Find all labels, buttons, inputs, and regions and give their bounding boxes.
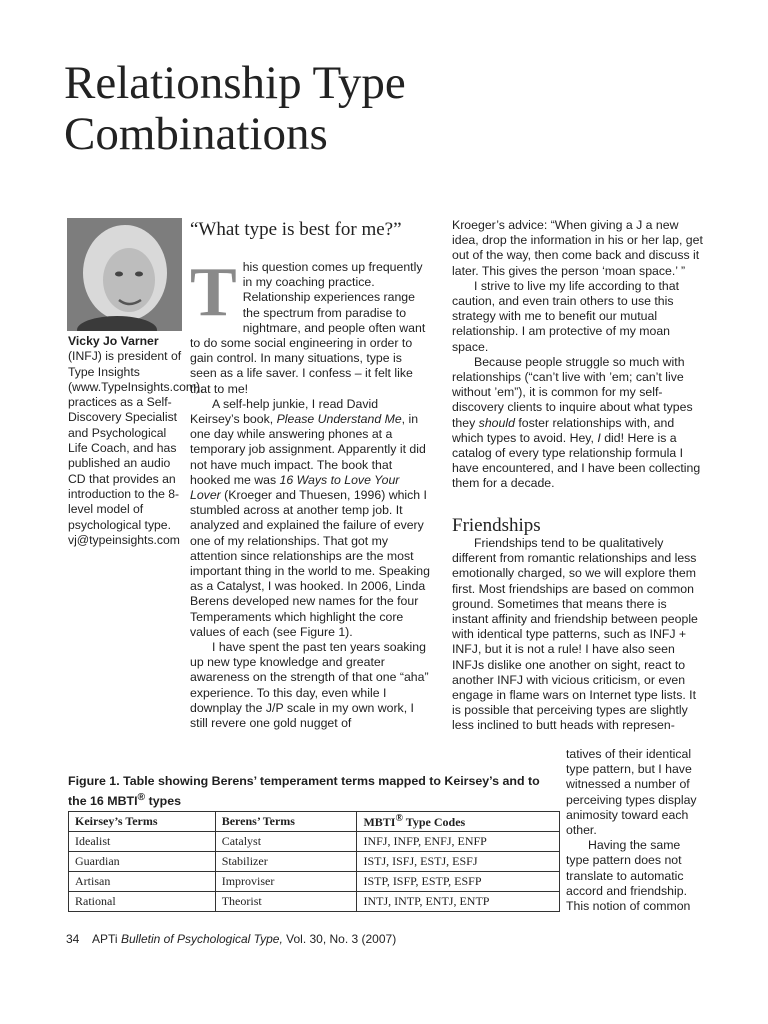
cell-berens: Catalyst — [215, 832, 357, 852]
author-bio-text: (INFJ) is president of Type Insights (www.TypeInsights.com), practices as a Self-Discovery Specialist and Psychological Life Coach, and has published an audio CD that provides an introduction to the 8-level model of psychological type. vj@typeinsights.com — [68, 349, 204, 547]
table-row — [69, 832, 560, 852]
author-name: Vicky Jo Varner — [68, 334, 159, 348]
section-subheading: “What type is best for me?” — [190, 219, 402, 240]
cell-berens: Stabilizer — [215, 852, 357, 872]
cell-codes: ISTJ, ISFJ, ESTJ, ESFJ — [357, 852, 560, 872]
cell-keirsey: Idealist — [69, 832, 216, 852]
article-column-3 — [452, 218, 705, 492]
figure-caption: Figure 1. Table showing Berens’ temperament terms mapped to Keirsey’s and to the 16 MBTI® types — [68, 774, 540, 808]
friendships-continued — [566, 747, 706, 914]
cell-keirsey: Rational — [69, 892, 216, 912]
paragraph: Having the same type pattern does not translate to automatic accord and friendship. This notion of common — [566, 838, 691, 914]
cell-codes: INFJ, INFP, ENFJ, ENFP — [357, 832, 560, 852]
paragraph: Friendships tend to be qualitatively different from romantic relationships and less emotionally charged, so we will explore them first. Most friendships are based on common ground. Sometimes that means there is instant affinity and friendship between people with identical type patterns, such as INFJ + INFJ, but it is not a rule! I have also seen INFJs dislike one another on sight, react to another INFJ with vicious criticism, or even engage in flame wars on Internet type lists. It is possible that perceiving types are slightly less inclined to butt heads with represen- — [452, 536, 698, 733]
cell-codes: ISTP, ISFP, ESTP, ESFP — [357, 872, 560, 892]
header-mbti: MBTI® Type Codes — [357, 812, 560, 832]
journal-name: Bulletin of Psychological Type, — [120, 932, 283, 946]
paragraph: I strive to live my life according to that caution, and even train others to use this strategy with me to benefit our mutual relationship. I am protective of my moan space. — [452, 278, 680, 354]
cell-keirsey: Artisan — [69, 872, 216, 892]
header-keirsey: Keirsey’s Terms — [69, 812, 216, 832]
temperament-table — [68, 811, 560, 912]
drop-cap: T — [190, 254, 237, 331]
journal-volume: Vol. 30, No. 3 (2007) — [282, 932, 397, 946]
table-header-row — [69, 812, 560, 832]
paragraph: tatives of their identical type pattern, but I have witnessed a number of perceiving types display animosity toward each other. — [566, 747, 697, 838]
title-line-2: Combinations — [64, 108, 328, 160]
header-berens: Berens’ Terms — [215, 812, 357, 832]
article-column-2 — [190, 254, 430, 731]
paragraph: his question comes up frequently in my coaching practice. Relationship experiences range the spectrum from paradise to nightmare, and people often want to do some social engineering in order to gain control. In many situations, type is seen as a life saver. I confess – it felt like that to me! — [190, 260, 426, 396]
paragraph: Kroeger’s advice: “When giving a J a new idea, drop the information in his or her lap, get out of the way, then come back and discuss it later. This gives the person ‘moan space.’ ” — [452, 218, 703, 278]
paragraph: I have spent the past ten years soaking up new type knowledge and greater awareness on the strength of that one “aha” experience. To this day, even while I downplay the J/P scale in my own work, I still revere one gold nugget of — [190, 640, 429, 731]
publisher: APTi — [92, 932, 118, 946]
paragraph: A self-help junkie, I read David Keirsey’s book, Please Understand Me, in one day while answering phones at a temporary job assignment. Apparently it did not have much impact. The book that hooked me was 16 Ways to Love Your Lover (Kroeger and Thuesen, 1996) which I stumbled across at another temp job. It analyzed and explained the failure of every one of my relationships. That got my attention since relationships are the most important thing in the world to me. Speaking as a Catalyst, I was hooked. In 2006, Linda Berens developed new names for the four Temperaments which highlight the core values of each (see Figure 1). — [190, 396, 430, 639]
title-line-1: Relationship Type — [64, 57, 406, 109]
article-title — [64, 58, 584, 160]
page-number: 34 — [66, 932, 80, 946]
author-photo — [67, 218, 182, 331]
friendships-paragraph — [452, 536, 705, 734]
cell-codes: INTJ, INTP, ENTJ, ENTP — [357, 892, 560, 912]
paragraph: Because people struggle so much with relationships (“can’t live with ’em; can’t live without ’em”), it is common for my self-discovery clients to inquire about what types they should foster relationships with, and which types to avoid. Hey, I did! Here is a catalog of every type relationship formula I have encountered, and I have been collecting them for a decade. — [452, 354, 701, 491]
cell-berens: Improviser — [215, 872, 357, 892]
table-row — [69, 892, 560, 912]
friendships-heading: Friendships — [452, 515, 541, 536]
author-bio — [68, 334, 204, 548]
table-row — [69, 852, 560, 872]
table-row — [69, 872, 560, 892]
cell-keirsey: Guardian — [69, 852, 216, 872]
page-footer — [66, 932, 396, 946]
cell-berens: Theorist — [215, 892, 357, 912]
author-portrait-image — [67, 218, 182, 331]
